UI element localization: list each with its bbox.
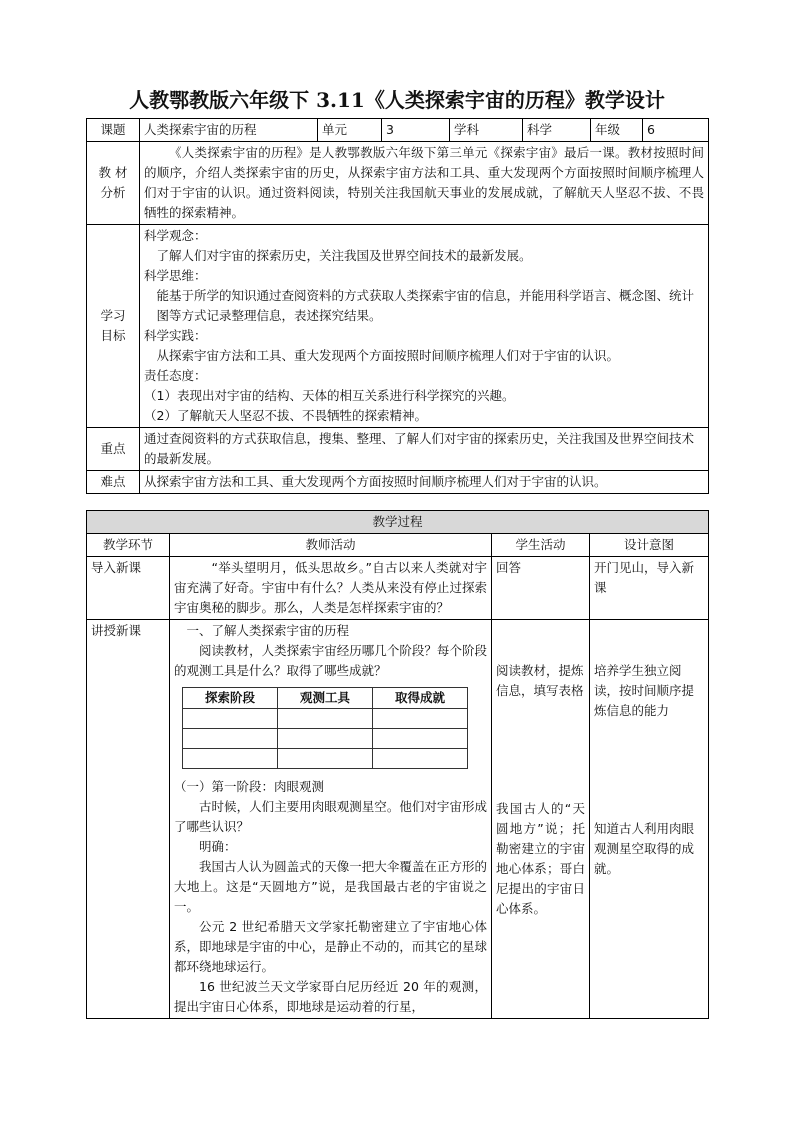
spacer [496,701,585,799]
goals-row [87,225,709,428]
inner-cell [278,729,373,749]
intro-student: 回答 [492,557,590,620]
lecture-teacher [170,620,492,1019]
analysis-text: 《人类探索宇宙的历程》是人教鄂教版六年级下第三单元《探索宇宙》最后一课。教材按照时间的顺序，介绍人类探索宇宙的历史，从探索宇宙方法和工具、重大发现两个方面按照时间顺序梳理人们对于宇宙的认识。通过资料阅读，特别关注我国航天事业的发展成就，了解航天人坚忍不拔、不畏牺牲的探索精神。 [140,142,709,225]
column-header: 教学环节 [87,534,170,557]
analysis-row [87,142,709,225]
section-title: 一、了解人类探索宇宙的历程 [186,623,350,638]
unit-value: 3 [382,119,450,142]
info-row [87,119,709,142]
spacer [594,721,704,819]
lecture-intent [590,620,709,1019]
student-activity-2: 我国古人的“天圆地方”说；托勒密建立的宇宙地心体系；哥白尼提出的宇宙日心体系。 [496,801,585,916]
goal-text: 了解人们对宇宙的探索历史，关注我国及世界空间技术的最新发展。 [156,248,532,263]
lecture-question: 阅读教材，人类探索宇宙经历哪几个阶段？每个阶段的观测工具是什么？取得了哪些成就？ [174,643,487,678]
intro-intent: 开门见山，导入新课 [590,557,709,620]
goal-text: 从探索宇宙方法和工具、重大发现两个方面按照时间顺序梳理人们对于宇宙的认识。 [156,348,620,363]
clarify-label: 明确： [199,839,237,854]
paragraph-ptolemy: 公元 2 世纪希腊天文学家托勒密建立了宇宙地心体系，即地球是宇宙的中心，是静止不动的，而其它的星球都环绕地球运行。 [174,919,487,974]
lecture-student [492,620,590,1019]
stage1-question: 古时候，人们主要用肉眼观测星空。他们对宇宙形成了哪些认识？ [174,799,487,834]
inner-cell [183,729,278,749]
goal-heading-concept: 科学观念： [144,228,207,243]
subject-value: 科学 [523,119,591,142]
process-table [86,510,709,1019]
lecture-stage: 讲授新课 [87,620,170,1019]
key-point-text: 通过查阅资料的方式获取信息，搜集、整理、了解人们对宇宙的探索历史，关注我国及世界空间技术的最新发展。 [140,428,709,471]
column-header: 学生活动 [492,534,590,557]
difficulty-text: 从探索宇宙方法和工具、重大发现两个方面按照时间顺序梳理人们对于宇宙的认识。 [140,471,709,494]
inner-header: 取得成就 [373,688,468,709]
goal-text: 能基于所学的知识通过查阅资料的方式获取人类探索宇宙的信息，并能用科学语言、概念图、统计图等方式记录整理信息，表述探究结果。 [156,288,695,323]
goals-label: 学习目标 [87,225,140,428]
inner-empty-row [183,729,468,749]
intent-1: 培养学生独立阅读，按时间顺序提炼信息的能力 [594,663,695,718]
goal-text: （2）了解航天人坚忍不拔、不畏牺牲的探索精神。 [144,408,427,423]
stage-fill-table [182,687,468,769]
document-title: 人教鄂教版六年级下 3.11《人类探索宇宙的历程》教学设计 [129,88,665,112]
course-value: 人类探索宇宙的历程 [140,119,318,142]
intro-row [87,557,709,620]
inner-header: 探索阶段 [183,688,278,709]
course-label: 课题 [87,119,140,142]
intro-stage: 导入新课 [87,557,170,620]
subject-label: 学科 [450,119,523,142]
inner-cell [373,709,468,729]
inner-cell [278,749,373,769]
paragraph-tianyuan: 我国古人认为圆盖式的天像一把大伞覆盖在正方形的大地上。这是“天圆地方”说，是我国最古老的宇宙说之一。 [174,859,487,914]
intro-teacher: “举头望明月，低头思故乡。”自古以来人类就对宇宙充满了好奇。宇宙中有什么？人类从来没有停止过探索宇宙奥秘的脚步。那么，人类是怎样探索宇宙的？ [170,557,492,620]
paragraph-copernicus: 16 世纪波兰天文学家哥白尼历经近 20 年的观测，提出宇宙日心体系，即地球是运动着的行星， [174,979,487,1014]
goal-text: （1）表现出对宇宙的结构、天体的相互关系进行科学探究的兴趣。 [144,388,515,403]
process-columns-row [87,534,709,557]
grade-value: 6 [643,119,709,142]
inner-cell [183,749,278,769]
inner-empty-row [183,749,468,769]
difficulty-label: 难点 [87,471,140,494]
spacer [594,621,704,661]
lecture-row [87,620,709,1019]
goal-heading-thinking: 科学思维： [144,268,207,283]
process-header-row [87,511,709,534]
intent-2: 知道古人利用肉眼观测星空取得的成就。 [594,821,695,876]
inner-cell [373,729,468,749]
key-point-label: 重点 [87,428,140,471]
inner-cell [183,709,278,729]
inner-header: 观测工具 [278,688,373,709]
student-activity-1: 阅读教材，提炼信息，填写表格 [496,663,584,698]
process-header: 教学过程 [87,511,709,534]
analysis-label: 教 材 分析 [87,142,140,225]
goals-content [140,225,709,428]
spacer [496,621,585,661]
key-point-row [87,428,709,471]
info-table [86,118,709,494]
inner-cell [373,749,468,769]
difficulty-row [87,471,709,494]
unit-label: 单元 [318,119,382,142]
grade-label: 年级 [591,119,643,142]
column-header: 设计意图 [590,534,709,557]
inner-header-row [183,688,468,709]
goal-heading-practice: 科学实践： [144,328,207,343]
column-header: 教师活动 [170,534,492,557]
goal-heading-attitude: 责任态度： [144,368,207,383]
stage1-title: （一）第一阶段：肉眼观测 [174,779,325,794]
inner-cell [278,709,373,729]
inner-empty-row [183,709,468,729]
